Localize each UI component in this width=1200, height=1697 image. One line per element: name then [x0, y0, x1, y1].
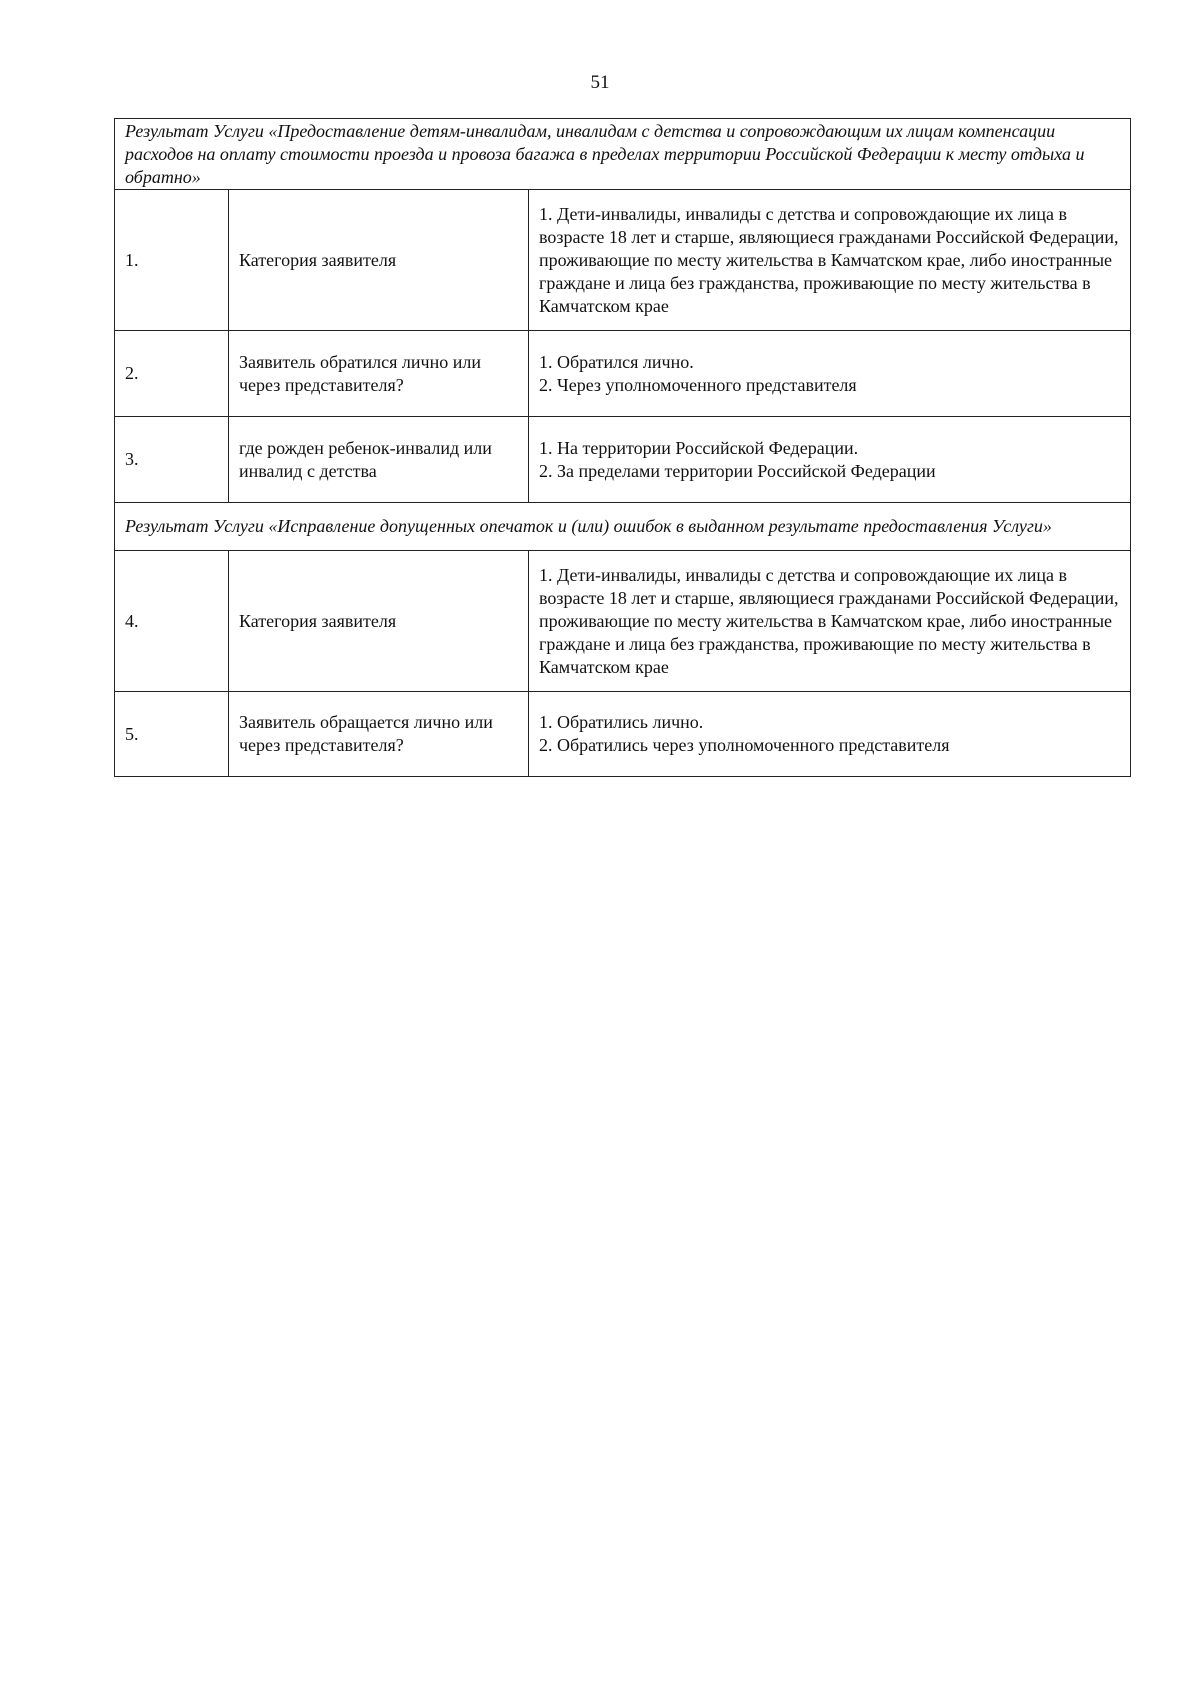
row-answer: [529, 551, 1131, 692]
page-number: 51: [590, 72, 610, 93]
answer-line: 1. Обратился лично.: [539, 351, 694, 372]
row-answer: [529, 190, 1131, 331]
section-header-row: [115, 503, 1131, 551]
answer-line: 2. Через уполномоченного представителя: [539, 374, 857, 395]
section-header: Результат Услуги «Предоставление детям-инвалидам, инвалидам с детства и сопровождающим их лицам компенсации расходов на оплату стоимости проезда и провоза багажа в пределах территории Российской Федерации к месту отдыха и обратно»: [115, 119, 1131, 190]
row-question: Категория заявителя: [229, 190, 529, 331]
answer-line: 2. За пределами территории Российской Федерации: [539, 460, 936, 481]
answer-line: 1. Дети-инвалиды, инвалиды с детства и сопровождающие их лица в возрасте 18 лет и старше, являющиеся гражданами Российской Федерации, проживающие по месту жительства в Камчатском крае, либо иностранные граждане и лица без гражданства, проживающие по месту жительства в Камчатском крае: [539, 564, 1119, 677]
table-row: [115, 551, 1131, 692]
row-question: Заявитель обращается лично или через представителя?: [229, 692, 529, 777]
row-number: 5.: [115, 692, 229, 777]
table-row: [115, 331, 1131, 417]
row-answer: [529, 331, 1131, 417]
table-row: [115, 417, 1131, 503]
section-header-row: [115, 119, 1131, 190]
row-question: Заявитель обратился лично или через представителя?: [229, 331, 529, 417]
row-answer: [529, 692, 1131, 777]
section-header: Результат Услуги «Исправление допущенных опечаток и (или) ошибок в выданном результате предоставления Услуги»: [115, 503, 1131, 551]
answer-line: 1. Обратились лично.: [539, 712, 704, 732]
table-row: [115, 692, 1131, 777]
table-row: [115, 190, 1131, 331]
row-number: 4.: [115, 551, 229, 692]
row-answer: [529, 417, 1131, 503]
row-number: 1.: [115, 190, 229, 331]
row-question: Категория заявителя: [229, 551, 529, 692]
row-number: 2.: [115, 331, 229, 417]
answer-line: 1. Дети-инвалиды, инвалиды с детства и сопровождающие их лица в возрасте 18 лет и старше, являющиеся гражданами Российской Федерации, проживающие по месту жительства в Камчатском крае, либо иностранные граждане и лица без гражданства, проживающие по месту жительства в Камчатском крае: [539, 203, 1119, 316]
answer-line: 2. Обратились через уполномоченного представителя: [539, 735, 950, 755]
row-number: 3.: [115, 417, 229, 503]
criteria-table: [114, 118, 1131, 777]
answer-line: 1. На территории Российской Федерации.: [539, 437, 859, 458]
row-question: где рожден ребенок-инвалид или инвалид с детства: [229, 417, 529, 503]
